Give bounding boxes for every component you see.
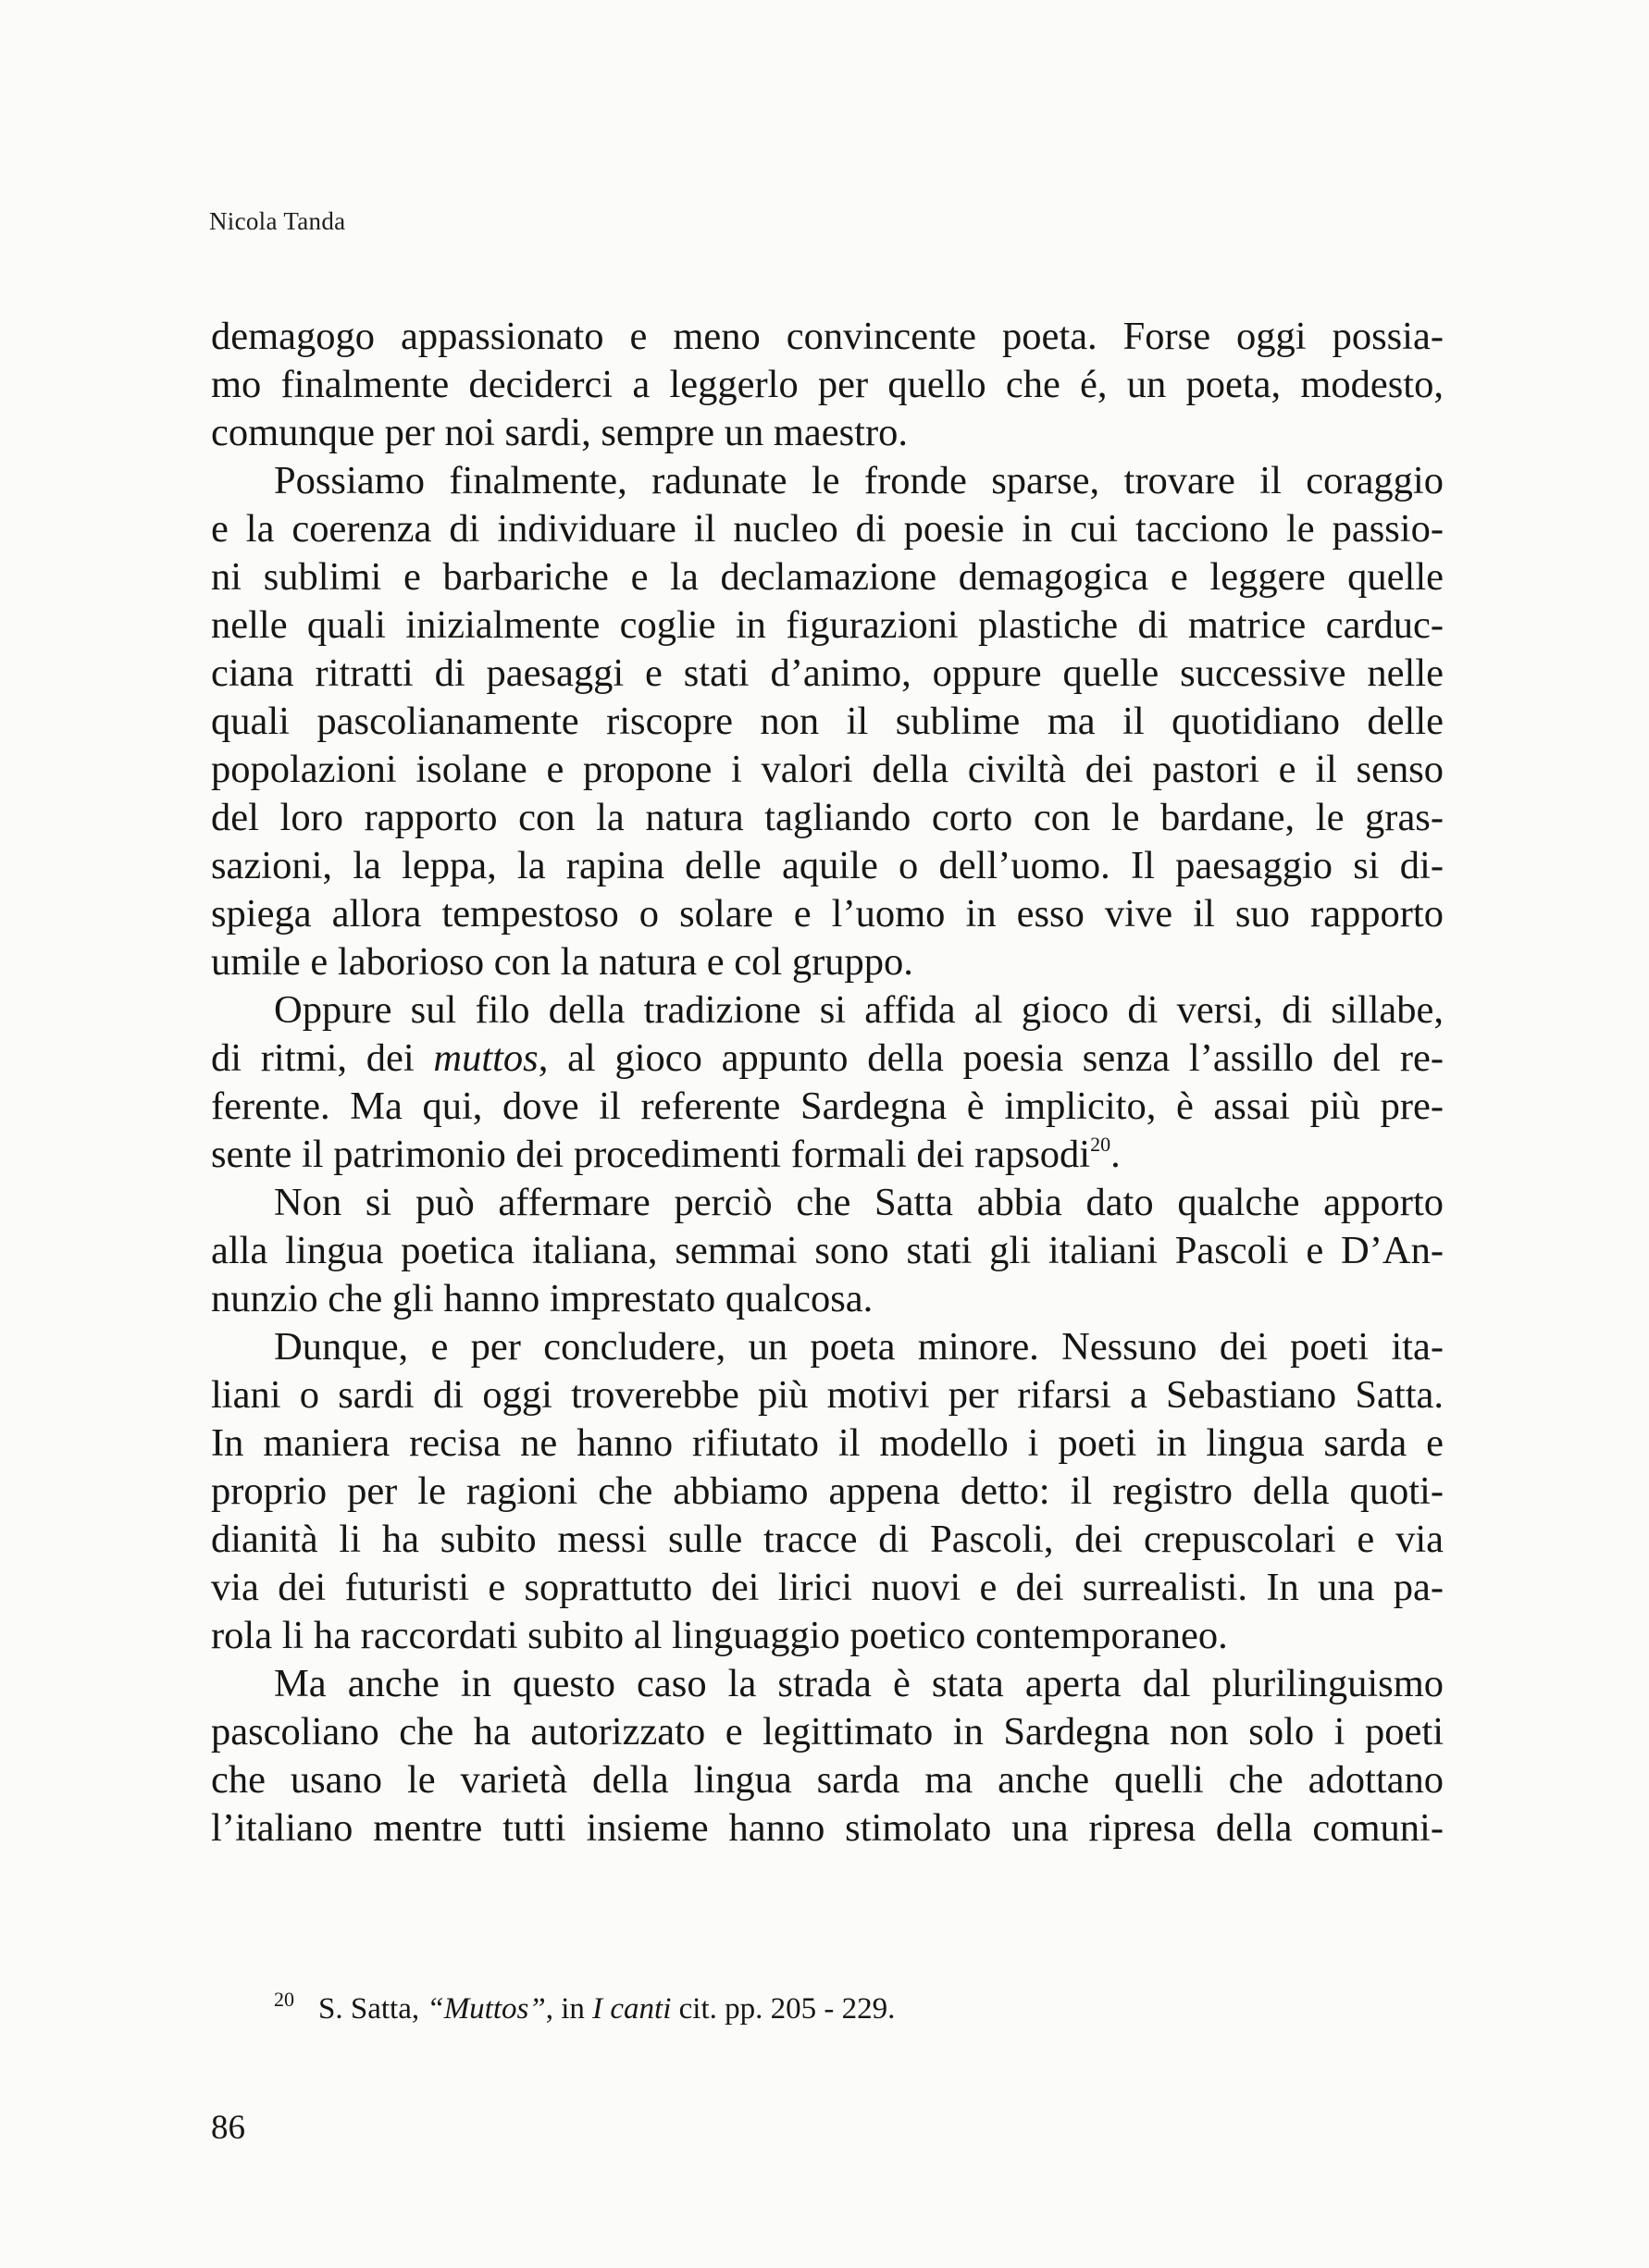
footnote-title: “Muttos” (427, 1992, 546, 2026)
text-line (211, 1756, 1444, 1804)
text-segment: Dunque, e per concludere, un poeta minore. Nessuno dei poeti ita- (274, 1325, 1444, 1369)
text-line (211, 1708, 1444, 1756)
text-line (211, 890, 1444, 938)
text-segment: ciana ritratti di paesaggi e stati d’animo, oppure quelle successive nelle (211, 651, 1444, 695)
text-segment: demagogo appassionato e meno convincente poeta. Forse oggi possia- (211, 315, 1444, 358)
text-line (211, 1323, 1444, 1371)
text-segment: comunque per noi sardi, sempre un maestro. (211, 411, 908, 454)
text-line (211, 1035, 1444, 1083)
text-segment: proprio per le ragioni che abbiamo appena detto: il registro della quoti- (211, 1469, 1444, 1513)
footnote-rest: cit. pp. 205 - 229. (671, 1992, 896, 2026)
text-line (211, 1179, 1444, 1227)
footnote (274, 1988, 895, 2026)
text-segment: mo finalmente deciderci a leggerlo per quello che é, un poeta, modesto, (211, 363, 1444, 406)
text-line (211, 1131, 1444, 1179)
footnote-ref: 20 (1090, 1133, 1111, 1156)
text-line (211, 746, 1444, 794)
text-segment: liani o sardi di oggi troverebbe più motivi per rifarsi a Sebastiano Satta. (211, 1373, 1444, 1417)
text-segment: dianità li ha subito messi sulle tracce di Pascoli, dei crepuscolari e via (211, 1518, 1444, 1561)
text-line (211, 842, 1444, 890)
text-segment: Possiamo finalmente, radunate le fronde sparse, trovare il coraggio (274, 459, 1444, 502)
text-segment: via dei futuristi e soprattutto dei lirici nuovi e dei surrealisti. In una pa- (211, 1566, 1444, 1609)
text-line (211, 1660, 1444, 1708)
text-line (211, 409, 1444, 457)
text-line (211, 938, 1444, 986)
text-line (211, 505, 1444, 553)
text-segment: umile e laborioso con la natura e col gruppo. (211, 940, 913, 984)
text-segment: nelle quali inizialmente coglie in figurazioni plastiche di matrice carduc- (211, 603, 1444, 647)
text-line (211, 794, 1444, 842)
text-segment: Ma anche in questo caso la strada è stata aperta dal plurilinguismo (274, 1662, 1444, 1705)
text-segment: di ritmi, dei (211, 1036, 434, 1080)
text-line (211, 313, 1444, 361)
text-line (211, 1612, 1444, 1660)
text-segment: ni sublimi e barbariche e la declamazione demagogica e leggere quelle (211, 555, 1444, 599)
text-segment: sente il patrimonio dei procedimenti formali dei rapsodi (211, 1133, 1091, 1176)
text-segment: ferente. Ma qui, dove il referente Sardegna è implicito, è assai più pre- (211, 1084, 1444, 1128)
text-segment: popolazioni isolane e propone i valori della civiltà dei pastori e il senso (211, 748, 1444, 791)
text-line (211, 1804, 1444, 1853)
text-line (211, 1564, 1444, 1612)
text-segment: In maniera recisa ne hanno rifiutato il modello i poeti in lingua sarda e (211, 1421, 1444, 1465)
text-segment: che usano le varietà della lingua sarda ma anche quelli che adottano (211, 1758, 1444, 1802)
text-line (211, 698, 1444, 746)
running-head: Nicola Tanda (209, 207, 346, 235)
text-line (211, 1468, 1444, 1516)
footnote-author: S. Satta, (318, 1992, 428, 2026)
text-line (211, 650, 1444, 698)
text-segment: pascoliano che ha autorizzato e legittimato in Sardegna non solo i poeti (211, 1710, 1444, 1754)
text-segment: sazioni, la leppa, la rapina delle aquile o dell’uomo. Il paesaggio si di- (211, 844, 1444, 887)
text-segment: rola li ha raccordati subito al linguaggio poetico contemporaneo. (211, 1614, 1228, 1657)
text-segment: alla lingua poetica italiana, semmai sono stati gli italiani Pascoli e D’An- (211, 1229, 1444, 1272)
text-segment: Oppure sul filo della tradizione si affida al gioco di versi, di sillabe, (274, 988, 1444, 1032)
text-line (211, 601, 1444, 650)
text-line (211, 1371, 1444, 1419)
footnote-number: 20 (274, 1988, 294, 2011)
italic-term: muttos (433, 1036, 539, 1080)
text-segment: quali pascolianamente riscopre non il sublime ma il quotidiano delle (211, 700, 1444, 743)
text-line (211, 457, 1444, 505)
text-line (211, 553, 1444, 601)
text-segment: . (1110, 1133, 1121, 1176)
text-line (211, 1516, 1444, 1564)
text-segment: l’italiano mentre tutti insieme hanno stimolato una ripresa della comuni- (211, 1806, 1444, 1850)
footnote-mid: , in (545, 1992, 593, 2026)
footnote-work: I canti (592, 1992, 672, 2026)
text-segment: Non si può affermare perciò che Satta abbia dato qualche apporto (274, 1181, 1444, 1224)
text-line (211, 1419, 1444, 1468)
text-line (211, 986, 1444, 1035)
text-segment: del loro rapporto con la natura tagliando corto con le bardane, le gras- (211, 796, 1444, 839)
text-line (211, 1227, 1444, 1275)
text-segment: e la coerenza di individuare il nucleo di poesie in cui tacciono le passio- (211, 507, 1444, 551)
text-segment: spiega allora tempestoso o solare e l’uomo in esso vive il suo rapporto (211, 892, 1444, 936)
text-line (211, 361, 1444, 409)
page-number: 86 (211, 2109, 245, 2147)
text-segment: nunzio che gli hanno imprestato qualcosa. (211, 1277, 874, 1320)
text-segment: , al gioco appunto della poesia senza l’assillo del re- (538, 1036, 1444, 1080)
body-text (211, 313, 1444, 1853)
text-line (211, 1083, 1444, 1131)
text-line (211, 1275, 1444, 1323)
